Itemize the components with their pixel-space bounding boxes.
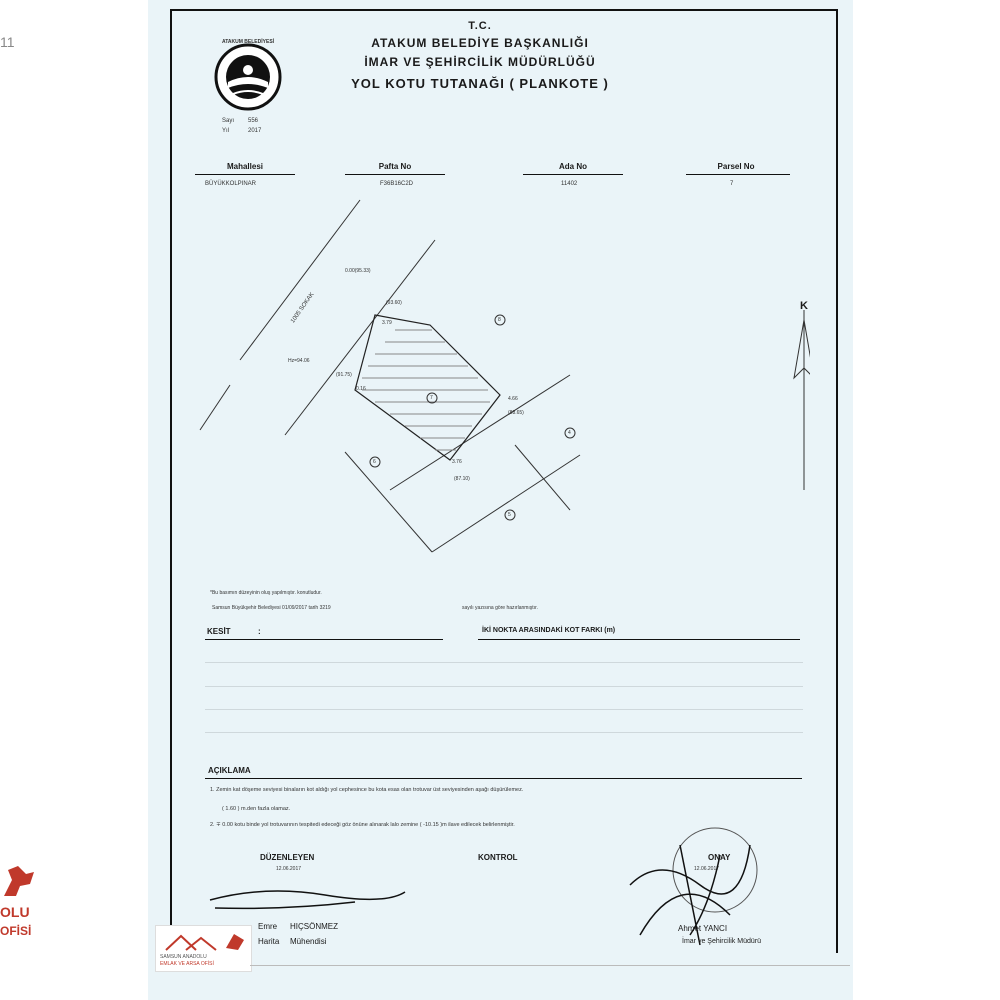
plan-kot1b: 3.79	[382, 320, 392, 326]
left-logo-line2: OFİSİ	[0, 924, 32, 938]
pafta-label: Pafta No	[378, 162, 412, 171]
header-line2: ATAKUM BELEDİYE BAŞKANLIĞI	[371, 36, 589, 50]
plan-kot4: 3.76	[452, 459, 462, 465]
header-line3: İMAR VE ŞEHİRCİLİK MÜDÜRLÜĞÜ	[364, 55, 596, 69]
kesit-label: KESİT	[207, 627, 231, 636]
parsel-value: 7	[730, 181, 734, 187]
watermark-house-icon	[156, 928, 251, 953]
plan-parcel-no: 7	[430, 395, 433, 401]
note-1: *Bu basımın düzeyinin oluş yapılmıştır. konutludur.	[210, 590, 322, 596]
plan-drawing	[170, 190, 810, 570]
municipality-seal-icon	[213, 42, 283, 112]
header-line4: YOL KOTU TUTANAĞI ( PLANKOTE )	[351, 76, 609, 91]
pafta-value: F36B16C2D	[380, 181, 414, 187]
left-brand-logo	[0, 860, 40, 970]
duzenleyen-name1: Emre	[258, 922, 278, 931]
onay-title: İmar ve Şehircilik Müdürü	[682, 938, 761, 945]
kontrol-label: KONTROL	[478, 853, 518, 862]
say-label: Sayı	[222, 118, 235, 124]
duzenleyen-label: DÜZENLEYEN	[260, 853, 315, 862]
seal-text: ATAKUM BELEDİYESİ	[222, 39, 275, 45]
header-line1: T.C.	[468, 20, 492, 32]
aciklama-item1: 1. Zemin kat döşeme seviyesi binaların kot aldığı yol cephesince bu kota esas olan trotuvar üst seviyesinden aşağı düşürülemez.	[210, 787, 524, 793]
road-edge-1	[240, 200, 360, 360]
note-3: sayılı yazısına göre hazırlanmıştır.	[462, 605, 538, 611]
duzenleyen-title2: Mühendisi	[290, 937, 327, 946]
plan-kot4b: (87.10)	[454, 476, 470, 482]
plan-n8: 8	[498, 317, 501, 323]
plan-level-top: 0.00(95.33)	[345, 268, 371, 274]
mahalle-value: BÜYÜKKOLPINAR	[205, 181, 257, 187]
plan-street: 1005 SOKAK	[290, 291, 316, 325]
say-value: 556	[248, 118, 259, 124]
duzenleyen-title1: Harita	[258, 937, 280, 946]
onay-signature	[620, 825, 760, 955]
plan-kot3: 4.66	[508, 396, 518, 402]
onay-name: Ahmet YANCI	[678, 924, 728, 933]
aciklama-item2: 2. ∓ 0.00 kotu binde yol trotuvarının tespitedi edeceği göz önüne alınarak lalo zemine ( -10.15 )m ilave edilecek belirlenmiştir.	[210, 822, 515, 828]
side-number: 11	[0, 34, 15, 50]
plan-hz: Hz=94.06	[288, 358, 310, 364]
onay-label: ONAY	[708, 853, 731, 862]
yil-label: Yıl	[222, 128, 230, 134]
yil-value: 2017	[248, 128, 262, 134]
note-2: Samsun Büyükşehir Belediyesi 01/09/2017 tarih 3219	[212, 605, 331, 611]
watermark-line2: EMLAK VE ARSA OFİSİ	[160, 961, 214, 967]
onay-date: 12.06.2017	[694, 866, 720, 872]
horse-icon	[0, 860, 40, 900]
kot-farki-label: İKİ NOKTA ARASINDAKİ KOT FARKI (m)	[482, 627, 616, 634]
plan-kot1: (93.60)	[386, 300, 402, 306]
plan-n6: 6	[373, 459, 376, 465]
north-arrow-icon	[794, 320, 810, 378]
aciklama-item1b: ( 1.60 ) m.den fazla olamaz.	[222, 806, 291, 812]
ada-label: Ada No	[559, 162, 587, 171]
plan-n5: 5	[508, 512, 511, 518]
plan-kot2b: 0.16	[356, 386, 366, 392]
watermark-line1: SAMSUN ANADOLU	[160, 954, 207, 960]
left-logo-line1: OLU	[0, 904, 30, 920]
duzenleyen-signature	[205, 880, 415, 920]
watermark-logo	[155, 925, 252, 972]
mahalle-label: Mahallesi	[226, 162, 263, 171]
plan-n4: 4	[568, 430, 571, 436]
parsel-label: Parsel No	[717, 162, 755, 171]
duzenleyen-name2: HIÇSÖNMEZ	[290, 922, 338, 931]
north-label: K	[800, 300, 808, 312]
kesit-value: :	[258, 627, 261, 636]
duzenleyen-date: 12.06.2017	[276, 866, 302, 872]
plan-kot2: (91.75)	[336, 372, 352, 378]
aciklama-title: AÇIKLAMA	[208, 766, 251, 775]
plan-kot3b: (88.65)	[508, 410, 524, 416]
ada-value: 11402	[561, 181, 578, 187]
